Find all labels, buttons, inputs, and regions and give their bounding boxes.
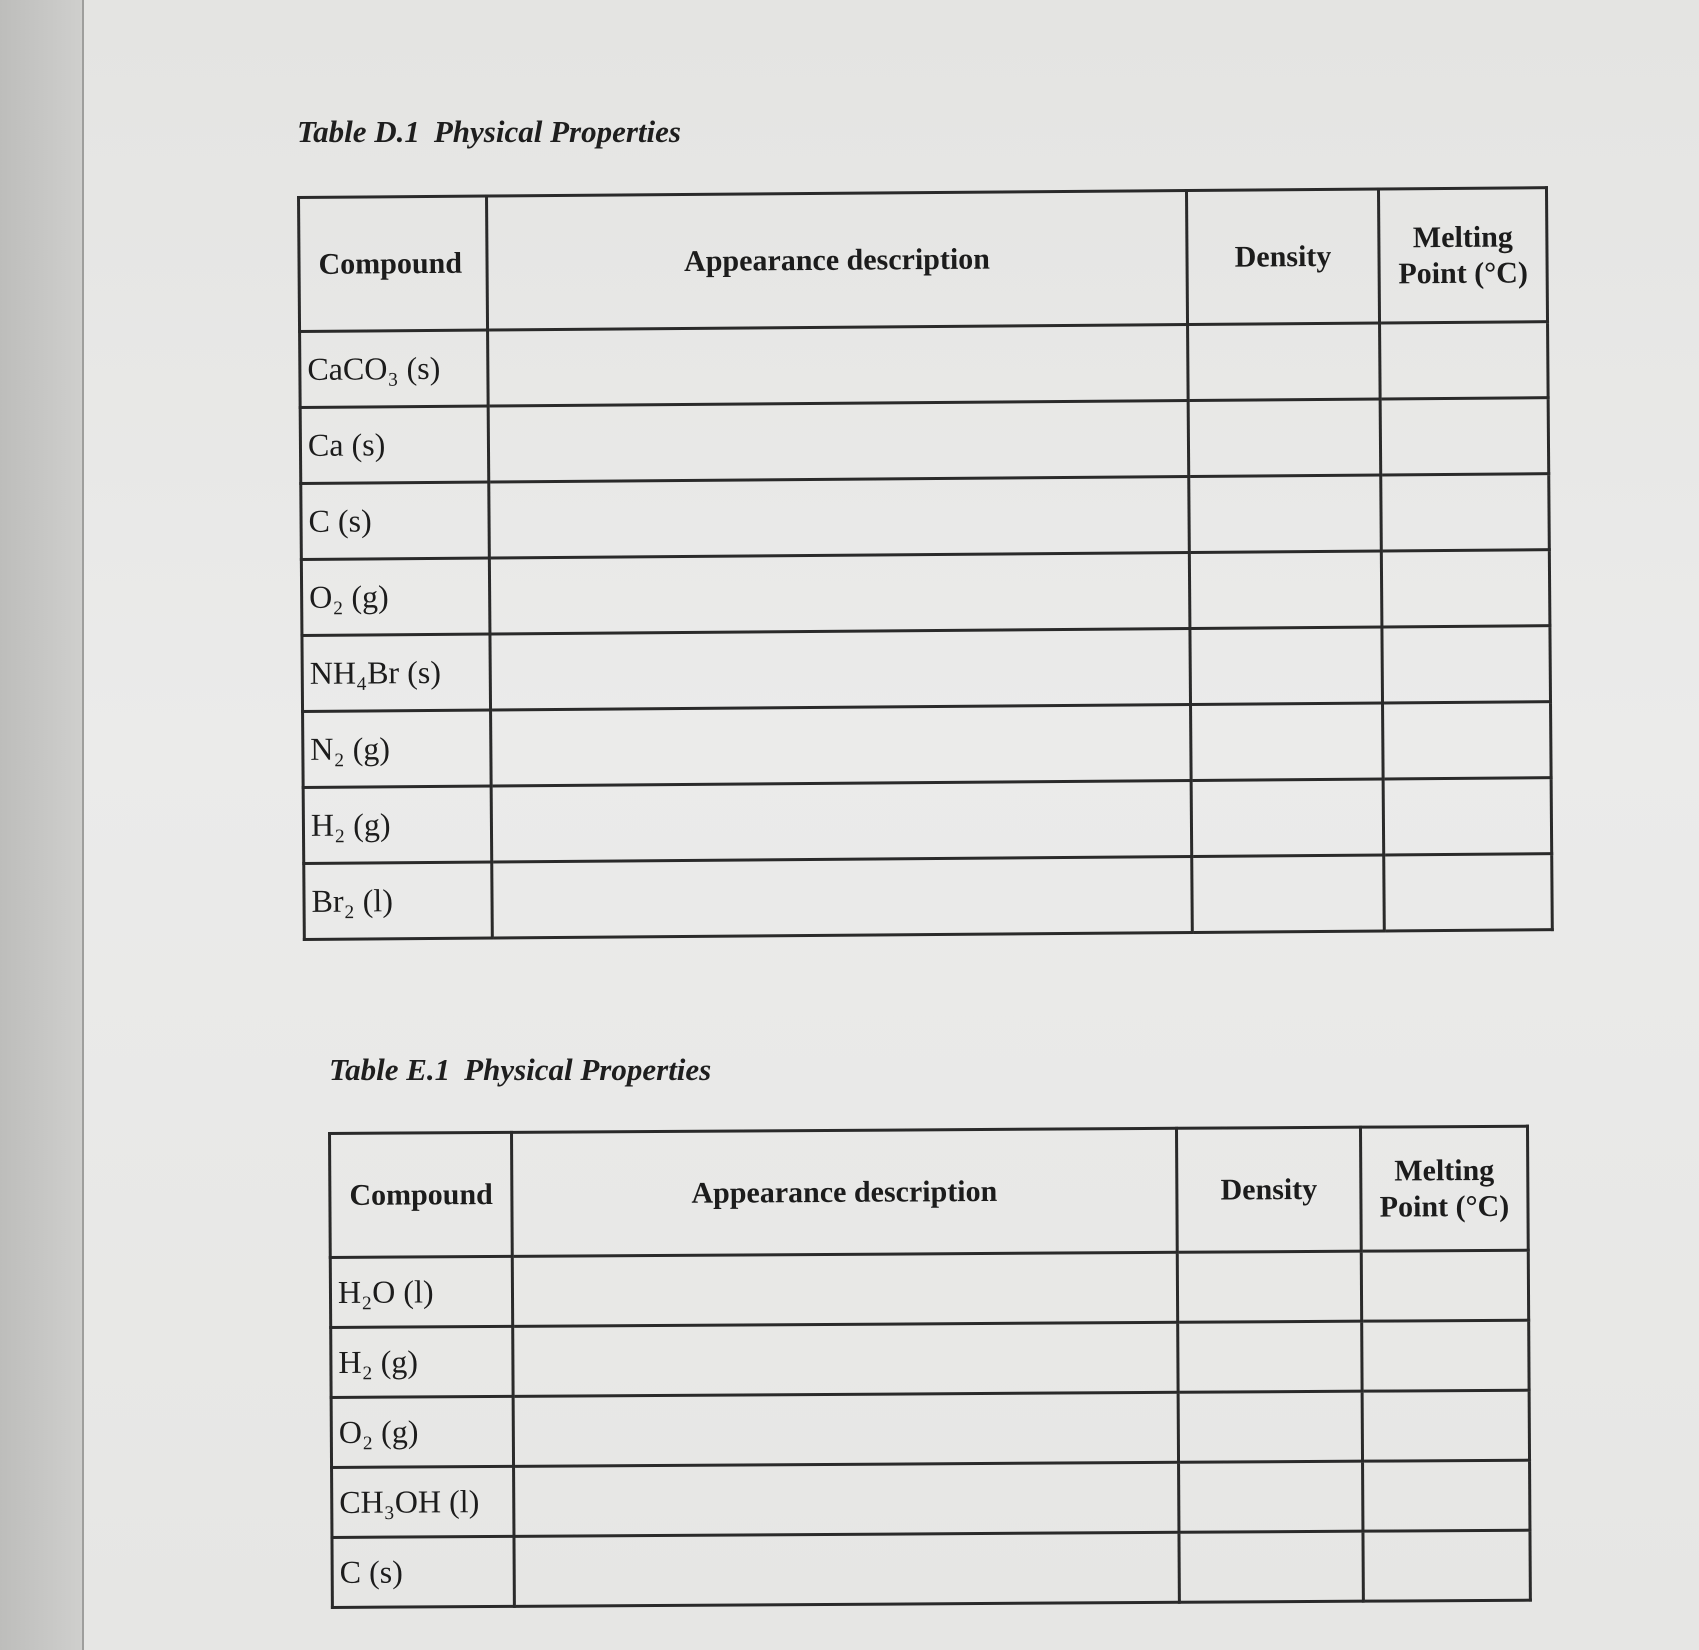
melting-point-cell[interactable]	[1381, 474, 1550, 551]
appearance-cell[interactable]	[490, 629, 1191, 710]
table-e1-header-compound: Compound	[330, 1132, 513, 1257]
melting-point-cell[interactable]	[1362, 1390, 1529, 1461]
appearance-cell[interactable]	[513, 1322, 1178, 1396]
table-d1-header-density: Density	[1186, 189, 1379, 325]
table-row	[330, 1250, 1528, 1327]
density-cell[interactable]	[1179, 1531, 1363, 1602]
density-cell[interactable]	[1179, 1461, 1363, 1532]
table-e1-header-melting-line2: Point (°C)	[1379, 1189, 1510, 1224]
density-cell[interactable]	[1188, 323, 1381, 401]
table-row	[302, 626, 1551, 712]
compound-cell: CaCO₃ (s)	[300, 330, 489, 407]
melting-point-cell[interactable]	[1381, 550, 1550, 627]
appearance-cell[interactable]	[514, 1462, 1179, 1536]
compound-cell: H₂ (g)	[331, 1326, 513, 1397]
table-row	[331, 1390, 1529, 1467]
melting-point-cell[interactable]	[1361, 1250, 1528, 1321]
density-cell[interactable]	[1191, 779, 1384, 857]
table-row	[304, 854, 1553, 940]
melting-point-cell[interactable]	[1362, 1320, 1529, 1391]
appearance-cell[interactable]	[514, 1532, 1179, 1606]
table-row	[300, 398, 1549, 484]
melting-point-cell[interactable]	[1384, 854, 1553, 931]
compound-cell: H₂O (l)	[330, 1256, 512, 1327]
table-row	[300, 322, 1549, 408]
density-cell[interactable]	[1189, 551, 1382, 629]
table-row	[332, 1530, 1530, 1607]
density-cell[interactable]	[1188, 399, 1381, 477]
table-d1-header-melting-line1: Melting	[1412, 219, 1513, 254]
melting-point-cell[interactable]	[1363, 1530, 1530, 1601]
table-d1-caption	[297, 114, 681, 150]
table-e1	[328, 1125, 1532, 1609]
table-row	[331, 1320, 1529, 1397]
appearance-cell[interactable]	[488, 325, 1189, 406]
density-cell[interactable]	[1178, 1321, 1362, 1392]
density-cell[interactable]	[1178, 1391, 1362, 1462]
table-e1-caption-title: Physical Properties	[464, 1052, 712, 1087]
table-row	[303, 702, 1552, 788]
compound-cell: N₂ (g)	[303, 710, 492, 787]
compound-cell: CH₃OH (l)	[332, 1466, 514, 1537]
density-cell[interactable]	[1189, 475, 1382, 553]
table-d1-header-appearance: Appearance description	[487, 191, 1188, 330]
compound-cell: C (s)	[332, 1536, 514, 1607]
table-e1-header-row	[330, 1126, 1529, 1257]
appearance-cell[interactable]	[491, 780, 1192, 861]
melting-point-cell[interactable]	[1363, 1460, 1530, 1531]
melting-point-cell[interactable]	[1382, 626, 1551, 703]
appearance-cell[interactable]	[489, 477, 1190, 558]
compound-cell: H₂ (g)	[303, 786, 492, 863]
melting-point-cell[interactable]	[1383, 702, 1552, 779]
table-row	[332, 1460, 1530, 1537]
density-cell[interactable]	[1190, 627, 1383, 705]
table-row	[303, 778, 1552, 864]
melting-point-cell[interactable]	[1383, 778, 1552, 855]
table-e1-header-melting-point	[1360, 1126, 1528, 1251]
appearance-cell[interactable]	[492, 856, 1193, 937]
table-d1-header-row	[299, 188, 1548, 332]
compound-cell: O₂ (g)	[331, 1396, 513, 1467]
table-e1-header-melting-line1: Melting	[1394, 1153, 1495, 1187]
compound-cell: Br₂ (l)	[304, 862, 493, 939]
density-cell[interactable]	[1191, 703, 1384, 781]
density-cell[interactable]	[1177, 1251, 1361, 1322]
compound-cell: O₂ (g)	[301, 558, 490, 635]
table-e1-header-appearance: Appearance description	[512, 1128, 1178, 1256]
melting-point-cell[interactable]	[1380, 398, 1549, 475]
density-cell[interactable]	[1192, 855, 1385, 933]
appearance-cell[interactable]	[489, 553, 1190, 634]
table-e1-caption-id: Table E.1	[329, 1052, 451, 1087]
appearance-cell[interactable]	[513, 1392, 1178, 1466]
table-d1-caption-title: Physical Properties	[433, 114, 681, 149]
compound-cell: NH₄Br (s)	[302, 634, 491, 711]
compound-cell: Ca (s)	[300, 406, 489, 483]
appearance-cell[interactable]	[488, 401, 1189, 482]
table-row	[301, 474, 1550, 560]
appearance-cell[interactable]	[491, 704, 1192, 785]
table-row	[301, 550, 1550, 636]
table-d1-header-melting-point	[1378, 188, 1547, 323]
table-d1-header-melting-line2: Point (°C)	[1398, 255, 1529, 290]
appearance-cell[interactable]	[512, 1252, 1177, 1326]
table-d1	[297, 186, 1554, 941]
table-e1-header-density: Density	[1176, 1127, 1361, 1252]
compound-cell: C (s)	[301, 482, 490, 559]
background-surface	[0, 0, 82, 1650]
melting-point-cell[interactable]	[1380, 322, 1549, 399]
table-d1-caption-id: Table D.1	[297, 114, 420, 149]
table-d1-header-compound: Compound	[299, 196, 488, 331]
table-e1-caption	[329, 1052, 711, 1088]
